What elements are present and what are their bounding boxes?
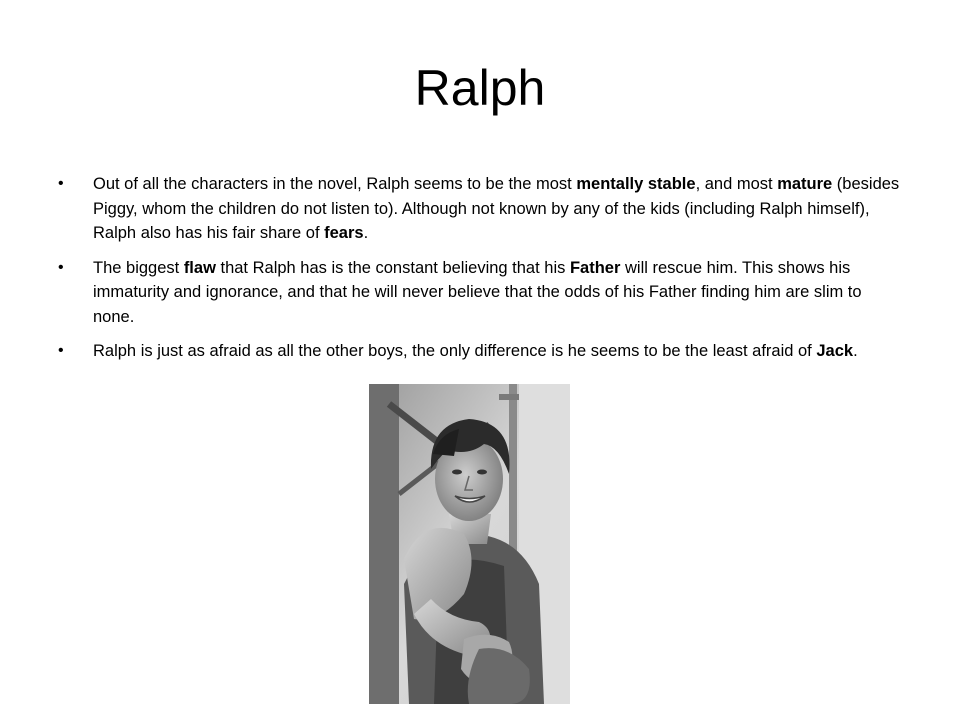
bullet-segment: , and most (695, 175, 778, 193)
bullet-segment-bold: Jack (816, 342, 854, 360)
bullet-segment: The biggest (93, 258, 184, 277)
bullet-segment: Out of all the characters in the novel, Ralph seems to be the most (93, 175, 577, 193)
bullet-segment-bold: Father (569, 258, 621, 277)
bullet-text (93, 342, 858, 360)
ralph-photo (369, 384, 570, 704)
photo-illustration (369, 384, 570, 704)
bullet-item (55, 172, 905, 246)
bullet-segment: Ralph is just as afraid as all the other boys, the only difference is he seems to be the least afraid of (93, 342, 817, 360)
bullet-segment-bold: flaw (183, 258, 216, 277)
bullet-segment: (besides Piggy, whom the children do not listen to). Although not known by any of the kids (including Ralph himself), Ralph also has his fair share of (93, 175, 900, 242)
bullet-list (55, 172, 905, 374)
bullet-item (55, 256, 905, 330)
bullet-segment-bold: mature (777, 175, 833, 193)
slide-title: Ralph (414, 60, 546, 116)
bullet-segment-bold: fears (324, 224, 364, 242)
bullet-text (93, 259, 862, 326)
bullet-segment-bold: mentally stable (576, 175, 696, 193)
bullet-item (55, 339, 905, 364)
bullet-text (93, 175, 899, 242)
bullet-icon: • (58, 175, 64, 192)
bullet-segment: will rescue him. This shows his immaturity and ignorance, and that he will never believe that the odds of his Father finding him are slim to none. (93, 258, 862, 326)
bullet-icon: • (58, 342, 64, 359)
bullet-segment: that Ralph has is the constant believing that his (215, 258, 570, 277)
bullet-segment: . (363, 224, 369, 242)
bullet-segment: . (853, 342, 858, 360)
bullet-icon: • (58, 258, 64, 276)
